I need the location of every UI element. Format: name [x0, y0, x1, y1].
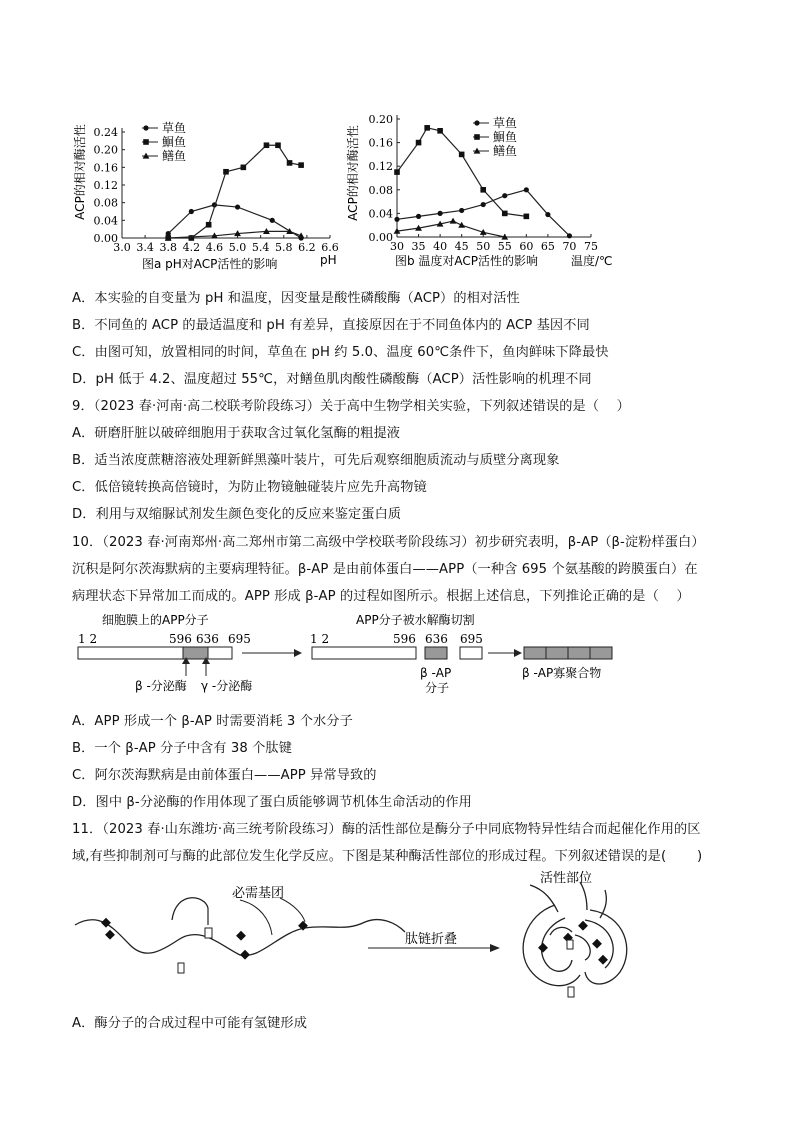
- data-point: [424, 125, 430, 131]
- app-bar-bap-region: [183, 647, 208, 659]
- data-point: [459, 152, 465, 158]
- series-line-2: [168, 145, 301, 238]
- pos-1-2-left: 1 2: [78, 632, 98, 646]
- data-point: [567, 233, 572, 238]
- x-tick-label: 30: [390, 240, 404, 253]
- legend-label: 草鱼: [493, 116, 518, 130]
- app-bar-left: [78, 647, 183, 659]
- legend-label: 鮰鱼: [493, 130, 518, 144]
- cut-app-label: APP分子被水解酶切割: [356, 613, 475, 627]
- folded-enzyme: [523, 882, 627, 986]
- y-tick-label: 0.00: [368, 231, 393, 244]
- pos-636-left: 636: [196, 632, 219, 646]
- pos-695-right: 695: [460, 632, 483, 646]
- folding-label: 肽链折叠: [405, 932, 458, 947]
- q9-option-d: D．利用与双缩脲试剂发生颜色变化的反应来鉴定蛋白质: [72, 507, 402, 522]
- x-tick-label: 3.0: [113, 241, 131, 254]
- data-point: [206, 222, 212, 228]
- y-tick-label: 0.20: [93, 143, 118, 157]
- pos-596-left: 596: [169, 632, 192, 646]
- y-tick-label: 0.12: [368, 160, 393, 174]
- y-tick-label: 0.16: [93, 161, 118, 175]
- beta-secretase-label: β -分泌酶: [135, 679, 187, 693]
- data-point: [450, 218, 457, 224]
- q8-option-d: D．pH 低于 4.2、温度超过 55℃，对鳝鱼肌肉酸性磷酸酶（ACP）活性影响的机理不同: [72, 372, 592, 387]
- app-cleavage-diagram: [70, 610, 730, 700]
- q8-option-b: B．不同鱼的 ACP 的最适温度和 pH 有差异，直接原因在于不同鱼体内的 ACP 基因不同: [72, 318, 590, 333]
- x-axis-label: pH: [320, 253, 337, 267]
- q8-option-c: C．由图可知，放置相同的时间，草鱼在 pH 约 5.0、温度 60℃条件下，鱼肉鲜味下降最快: [72, 345, 609, 360]
- app-bar-right: [208, 647, 232, 659]
- active-site-label: 活性部位: [540, 871, 593, 886]
- fragment-bap: [425, 647, 447, 659]
- q9-stem: 9．（2023 春·河南·高二校联考阶段练习）关于高中生物学相关实验，下列叙述错误的是（ ）: [72, 399, 630, 414]
- y-tick-label: 0.08: [93, 196, 118, 210]
- data-point: [275, 142, 281, 148]
- y-tick-label: 0.04: [368, 207, 393, 221]
- y-tick-label: 0.04: [93, 214, 118, 228]
- x-tick-label: 6.6: [321, 241, 339, 254]
- x-tick-label: 75: [584, 240, 598, 253]
- legend-marker: [143, 125, 148, 130]
- y-tick-label: 0.08: [368, 183, 393, 197]
- series-line-3: [168, 231, 301, 238]
- data-point: [416, 214, 421, 219]
- x-tick-label: 65: [540, 240, 555, 253]
- data-point: [481, 202, 486, 207]
- data-point: [189, 209, 194, 214]
- chart-ph: [70, 100, 350, 275]
- legend-marker: [474, 134, 480, 140]
- q11-stem-2: 域,有些抑制剂可与酶的此部位发生化学反应。下图是某种酶活性部位的形成过程。下列叙述错误的是( ): [72, 849, 703, 864]
- x-tick-label: 5.8: [275, 241, 293, 254]
- y-axis-label: ACP的相对酶活性: [346, 125, 360, 221]
- q10-option-c: C．阿尔茨海默病是由前体蛋白——APP 异常导致的: [72, 768, 377, 783]
- x-tick-label: 4.6: [205, 241, 224, 254]
- chart-caption: 图a pH对ACP活性的影响: [142, 257, 278, 271]
- pos-636-right: 636: [425, 632, 448, 646]
- data-point: [480, 187, 486, 193]
- y-tick-label: 0.16: [368, 136, 393, 150]
- chart-temperature: [345, 97, 635, 277]
- pos-695-left: 695: [228, 632, 251, 646]
- q9-option-a: A．研磨肝脏以破碎细胞用于获取含过氧化氢酶的粗提液: [72, 426, 401, 441]
- data-point: [287, 160, 293, 166]
- data-point: [298, 162, 304, 168]
- data-point: [189, 235, 195, 241]
- x-tick-label: 35: [411, 240, 426, 253]
- legend-label: 鳝鱼: [493, 144, 518, 158]
- x-tick-label: 60: [519, 240, 534, 253]
- q10-option-b: B．一个 β-AP 分子中含有 38 个肽键: [72, 741, 293, 756]
- data-point: [502, 211, 508, 217]
- x-tick-label: 6.2: [298, 241, 316, 254]
- y-tick-label: 0.20: [368, 113, 393, 126]
- membrane-app-label: 细胞膜上的APP分子: [102, 613, 209, 627]
- q11-option-a: A．酶分子的合成过程中可能有氢键形成: [72, 1016, 308, 1031]
- data-point: [458, 222, 465, 228]
- chart-caption: 图b 温度对ACP活性的影响: [395, 254, 539, 268]
- y-tick-label: 0.24: [93, 126, 118, 139]
- q8-option-a: A．本实验的自变量为 pH 和温度，因变量是酸性磷酸酶（ACP）的相对活性: [72, 291, 520, 306]
- legend-label: 草鱼: [162, 121, 187, 135]
- legend-marker: [474, 120, 479, 125]
- x-tick-label: 40: [433, 240, 448, 253]
- fragment-c-terminal: [460, 647, 482, 659]
- y-tick-label: 0.00: [93, 232, 118, 245]
- series-line-1: [168, 205, 301, 238]
- x-tick-label: 70: [562, 240, 577, 253]
- q10-option-a: A．APP 形成一个 β-AP 时需要消耗 3 个水分子: [72, 714, 353, 729]
- x-tick-label: 5.0: [228, 241, 247, 254]
- q11-stem-1: 11．（2023 春·山东潍坊·高三统考阶段练习）酶的活性部位是酶分子中同底物特异性结合而起催化作用的区: [72, 822, 701, 837]
- x-tick-label: 45: [454, 240, 469, 253]
- x-tick-label: 5.4: [251, 241, 270, 254]
- bap-label-2: 分子: [425, 681, 450, 695]
- pos-1-2-right: 1 2: [310, 632, 330, 646]
- gamma-secretase-label: γ -分泌酶: [201, 679, 253, 693]
- data-point: [438, 211, 443, 216]
- bap-label-1: β -AP: [420, 666, 452, 680]
- pos-596-right: 596: [393, 632, 416, 646]
- data-point: [394, 217, 399, 222]
- essential-group-label: 必需基团: [232, 886, 285, 901]
- data-point: [524, 187, 529, 192]
- q10-stem-2: 沉积是阿尔茨海默病的主要病理特征。β-AP 是由前体蛋白——APP（一种含 695 个氨基酸的跨膜蛋白）在: [72, 562, 698, 577]
- legend-marker: [143, 139, 149, 145]
- data-point: [416, 140, 422, 146]
- legend-label: 鳝鱼: [162, 149, 187, 163]
- q10-stem-1: 10．（2023 春·河南郑州·高二郑州市第二高级中学校联考阶段练习）初步研究表明，β-AP（β-淀粉样蛋白）: [72, 535, 705, 550]
- data-point: [264, 142, 270, 148]
- fragment-n-terminal: [312, 647, 416, 659]
- peptide-chain-unfolded: [75, 898, 405, 956]
- data-point: [241, 165, 247, 171]
- q10-stem-3: 病理状态下异常加工而成的。APP 形成 β-AP 的过程如图所示。根据上述信息，下列推论正确的是（ ）: [72, 589, 690, 604]
- x-tick-label: 3.4: [136, 241, 154, 254]
- data-point: [437, 128, 443, 134]
- x-tick-label: 4.2: [182, 241, 201, 254]
- legend-label: 鮰鱼: [162, 135, 187, 149]
- data-point: [235, 204, 240, 209]
- x-tick-label: 50: [476, 240, 491, 253]
- data-point: [270, 218, 275, 223]
- data-point: [502, 193, 507, 198]
- enzyme-folding-diagram: [60, 860, 740, 1005]
- data-point: [459, 208, 464, 213]
- oligomer-label: β -AP寡聚合物: [522, 666, 602, 680]
- x-tick-label: 3.8: [159, 241, 177, 254]
- data-point: [545, 212, 550, 217]
- q10-option-d: D．图中 β-分泌酶的作用体现了蛋白质能够调节机体生命活动的作用: [72, 795, 472, 810]
- data-point: [394, 169, 400, 175]
- q9-option-c: C．低倍镜转换高倍镜时，为防止物镜触碰装片应先升高物镜: [72, 480, 427, 495]
- data-point: [524, 214, 530, 220]
- y-tick-label: 0.12: [93, 179, 118, 192]
- q9-option-b: B．适当浓度蔗糖溶液处理新鲜黑藻叶装片，可先后观察细胞质流动与质壁分离现象: [72, 453, 560, 468]
- data-point: [223, 169, 229, 175]
- y-axis-label: ACP的相对酶活性: [73, 124, 87, 220]
- x-axis-label: 温度/℃: [571, 254, 613, 268]
- x-tick-label: 55: [497, 240, 512, 253]
